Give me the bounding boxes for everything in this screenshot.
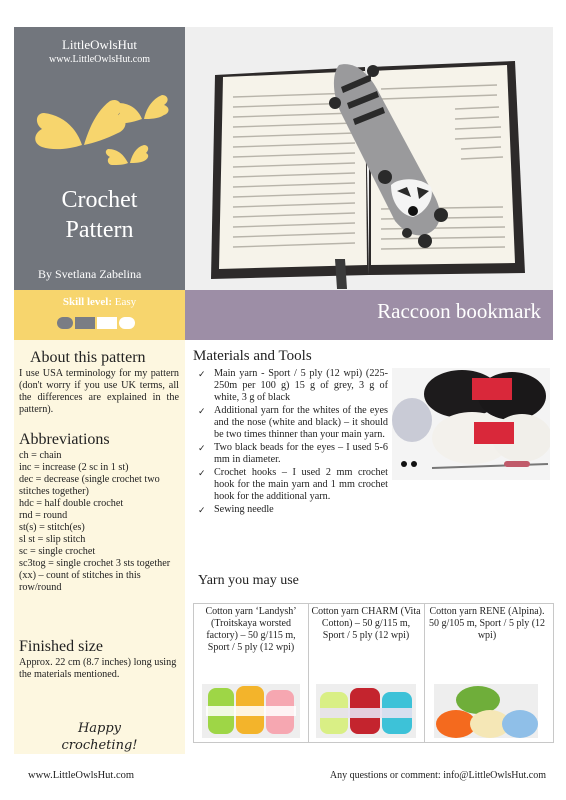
materials-heading: Materials and Tools bbox=[193, 348, 312, 364]
yarn-option-text: Cotton yarn RENE (Alpina). 50 g/105 m, Sport / 5 ply (12 wpi) bbox=[428, 606, 546, 641]
material-item: ✓ Two black beads for the eyes – I used 5-6 mm in diameter. bbox=[198, 442, 388, 466]
abbreviation-item: rnd = round bbox=[19, 510, 68, 521]
yarn-photo-charm bbox=[316, 684, 416, 738]
title-line-1: Crochet bbox=[61, 187, 138, 213]
skill-level-label: Skill level: bbox=[62, 296, 113, 308]
yarn-option bbox=[194, 604, 309, 742]
finished-size-text: Approx. 22 cm (8.7 inches) long using the materials mentioned. bbox=[19, 657, 177, 680]
abbreviation-item: sc3tog = single crochet 3 sts together bbox=[19, 558, 171, 569]
abbreviation-item: inc = increase (2 sc in 1 st) bbox=[19, 462, 129, 473]
abbreviation-item: ch = chain bbox=[19, 450, 62, 461]
hero-photo bbox=[185, 27, 553, 290]
brand-name: LittleOwlsHut bbox=[61, 37, 138, 52]
book-bookmark-image bbox=[185, 27, 553, 290]
yarn-option bbox=[424, 604, 552, 742]
pattern-name-bar bbox=[185, 290, 553, 340]
yarn-options-table bbox=[193, 603, 554, 743]
pattern-name: Raccoon bookmark bbox=[377, 299, 541, 323]
abbreviations-heading: Abbreviations bbox=[19, 431, 110, 448]
material-item: ✓ Crochet hooks – I used 2 mm crochet hook for the main yarn and 1 mm crochet hook for the additional yarn. bbox=[198, 467, 388, 503]
material-item: ✓ Main yarn - Sport / 5 ply (12 wpi) (225-250m per 100 g) 15 g of grey, 3 g of white, 3 g of black bbox=[198, 368, 388, 404]
abbreviation-item: (xx) – count of stitches in this row/round bbox=[19, 570, 141, 593]
butterflies-illustration bbox=[14, 67, 185, 182]
skill-level-panel bbox=[14, 290, 185, 340]
yarn-photo-rene bbox=[434, 684, 538, 738]
abbreviation-item: dec = decrease (single crochet two stitches together) bbox=[19, 474, 160, 497]
skill-level-value: Easy bbox=[114, 296, 137, 308]
materials-list bbox=[198, 368, 388, 517]
material-item: ✓ Additional yarn for the whites of the eyes and the nose (white and black) – it should be two times thinner than your main yarn. bbox=[198, 405, 388, 441]
material-item: ✓ Sewing needle bbox=[198, 504, 388, 516]
footer-url[interactable]: www.LittleOwlsHut.com bbox=[28, 770, 135, 781]
left-column bbox=[14, 340, 185, 754]
yarn-photo-landysh bbox=[202, 684, 300, 738]
happy-crocheting-text bbox=[14, 720, 185, 754]
yarn-option bbox=[308, 604, 425, 742]
happy-line-1: Happy bbox=[77, 721, 122, 736]
skill-level-indicator bbox=[56, 314, 146, 332]
about-heading: About this pattern bbox=[30, 349, 146, 366]
brand-block bbox=[14, 37, 185, 67]
yarn-option-text: Cotton yarn CHARM (Vita Cotton) – 50 g/115 m, Sport / 5 ply (12 wpi) bbox=[311, 606, 421, 641]
header-sidebar bbox=[14, 27, 185, 290]
finished-size-heading: Finished size bbox=[19, 638, 103, 655]
skill-level-text bbox=[14, 296, 185, 308]
document-title bbox=[14, 185, 185, 245]
yarn-heading: Yarn you may use bbox=[198, 573, 299, 588]
contact-label: Any questions or comment: bbox=[329, 770, 441, 781]
contact-email-link[interactable]: info@LittleOwlsHut.com bbox=[443, 770, 546, 781]
happy-line-2: crocheting! bbox=[61, 738, 138, 753]
abbreviation-item: sc = single crochet bbox=[19, 546, 96, 557]
abbreviation-item: st(s) = stitch(es) bbox=[19, 522, 85, 533]
yarn-option-text: Cotton yarn ‘Landysh’ (Troitskaya worsted factory) – 50 g/115 m, Sport / 5 ply (12 wpi) bbox=[205, 606, 297, 653]
abbreviations-list bbox=[19, 450, 179, 594]
yarn-and-hook-photo bbox=[392, 368, 550, 480]
title-line-2: Pattern bbox=[65, 217, 134, 243]
brand-url: www.LittleOwlsHut.com bbox=[48, 54, 150, 65]
abbreviation-item: sl st = slip stitch bbox=[19, 534, 86, 545]
about-text: I use USA terminology for my pattern (don't worry if you use UK terms, all the differences are explained in the pattern). bbox=[19, 368, 179, 415]
abbreviation-item: hdc = half double crochet bbox=[19, 498, 124, 509]
footer-contact bbox=[330, 770, 546, 781]
author: By Svetlana Zabelina bbox=[38, 267, 142, 281]
